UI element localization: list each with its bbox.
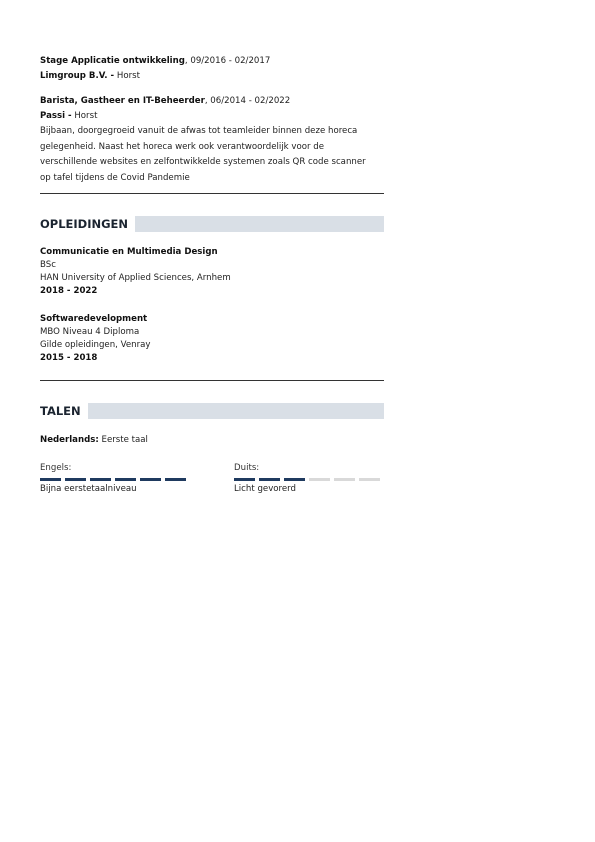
- language-level-dots: [40, 478, 190, 481]
- level-dot-empty: [359, 478, 380, 481]
- level-dot-filled: [165, 478, 186, 481]
- section-title: TALEN: [40, 404, 81, 418]
- company-location: Horst: [71, 111, 98, 121]
- education-name: Communicatie en Multimedia Design: [40, 247, 218, 257]
- level-dot-filled: [40, 478, 61, 481]
- level-dot-filled: [65, 478, 86, 481]
- education-years: 2018 - 2022: [40, 286, 98, 296]
- education-name: Softwaredevelopment: [40, 314, 148, 324]
- level-dot-empty: [309, 478, 330, 481]
- education-school: Gilde opleidingen, Venray: [40, 340, 151, 350]
- job-title: Barista, Gastheer en IT-Beheerder: [40, 96, 205, 106]
- company-line: [40, 69, 384, 84]
- job-title: Stage Applicatie ontwikkeling: [40, 56, 185, 66]
- section-title: OPLEIDINGEN: [40, 217, 129, 231]
- language-level-text: Bijna eerstetaalniveau: [40, 484, 137, 494]
- level-dot-filled: [115, 478, 136, 481]
- company-name: Limgroup B.V. -: [40, 71, 115, 81]
- section-title-bar: [88, 403, 384, 419]
- description-line: verschillende websites en zelfontwikkelde systemen zoals QR code scanner: [40, 157, 366, 167]
- education-degree: MBO Niveau 4 Diploma: [40, 327, 140, 337]
- job-dates: , 06/2014 - 02/2022: [204, 96, 291, 106]
- description-line: gelegenheid. Naast het horeca werk ook verantwoordelijk voor de: [40, 141, 324, 152]
- experience-item: [40, 54, 384, 84]
- education-years: 2015 - 2018: [40, 353, 98, 363]
- level-dot-filled: [284, 478, 305, 481]
- section-divider: [40, 380, 384, 381]
- level-dot-filled: [259, 478, 280, 481]
- description-line: op tafel tijdens de Covid Pandemie: [40, 172, 190, 183]
- native-language-level: Eerste taal: [98, 435, 148, 445]
- language-name: Engels:: [40, 463, 72, 473]
- experience-title-line: [40, 54, 384, 69]
- language-level-text: Licht gevorerd: [234, 484, 297, 494]
- languages-section-header: [40, 402, 384, 420]
- language-item-engels: [40, 462, 190, 496]
- description-line: Bijbaan, doorgegroeid vanuit de afwas tot teamleider binnen deze horeca: [40, 126, 358, 136]
- education-item: [40, 246, 384, 298]
- section-title-bar: [135, 216, 384, 232]
- education-school: HAN University of Applied Sciences, Arnhem: [40, 273, 231, 283]
- native-language: [40, 433, 384, 448]
- language-name: Duits:: [234, 463, 260, 473]
- native-language-name: Nederlands:: [40, 435, 99, 445]
- level-dot-filled: [90, 478, 111, 481]
- education-section-header: [40, 215, 384, 233]
- company-line: [40, 109, 384, 124]
- section-divider: [40, 193, 384, 194]
- company-location: Horst: [114, 71, 140, 81]
- education-degree: BSc: [40, 260, 56, 270]
- level-dot-empty: [334, 478, 355, 481]
- experience-title-line: [40, 94, 384, 109]
- level-dot-filled: [140, 478, 161, 481]
- education-item: [40, 313, 384, 365]
- job-dates: , 09/2016 - 02/2017: [184, 56, 271, 66]
- level-dot-filled: [234, 478, 255, 481]
- experience-item: [40, 94, 384, 186]
- language-item-duits: [234, 462, 384, 496]
- company-name: Passi -: [40, 111, 72, 121]
- language-level-dots: [234, 478, 384, 481]
- job-description: [40, 124, 384, 186]
